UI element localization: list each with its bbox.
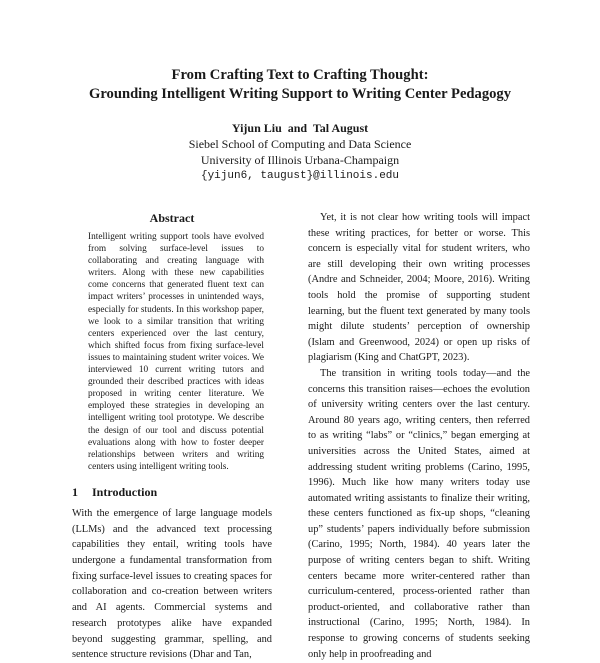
section-title: Introduction — [92, 484, 158, 499]
paper-title — [40, 66, 560, 104]
section-heading-introduction — [72, 484, 272, 500]
title-line-2: Grounding Intelligent Writing Support to Writing Center Pedagogy — [88, 86, 512, 102]
introduction-paragraph-1: With the emergence of large language models (LLMs) and the advanced text processing capabilities they entail, writing tools have undergone a fundamental transformation from fixing surface-level issues to creating spaces for collaboration and co-creation between writers and AI agents. Commercial systems and research prototypes alike have expanded beyond suggesting grammar, spelling, and sentence structure revisions (Dhar and Tan, — [72, 507, 272, 661]
author-block — [40, 120, 560, 184]
affiliation-line-1: Siebel School of Computing and Data Science — [188, 137, 412, 151]
affiliation-line-2: University of Illinois Urbana-Champaign — [200, 153, 400, 167]
abstract-heading: Abstract — [149, 211, 195, 225]
right-column — [308, 210, 530, 662]
title-line-1: From Crafting Text to Crafting Thought: — [171, 67, 429, 83]
left-column — [72, 210, 272, 663]
author-names: Yijun Liu and Tal August — [231, 121, 369, 135]
section-number: 1 — [72, 484, 78, 499]
right-paragraph-2: The transition in writing tools today—and the concerns this transition raises—echoes the evolution of university writing centers over the last century. Around 80 years ago, writing centers, then referred to as writing “labs” or “clinics,” began emerging at universities across the United States, aimed at addressing student writing problems (Carino, 1995, 1996). Much like how many writers today use automated writing assistants to finalize their writing, these centers functioned as fix-up shops, “cleaning up” students’ papers individually before submission (Carino, 1995; North, 1984). 40 years later the purpose of writing centers began to shift. Writing centers became more writer-centered rather than curriculum-centered, process-oriented rather than product-oriented, and collaborative rather than instructional (Carino, 1995; North, 1984). In response to growing concerns of students seeking only help in proofreading and — [308, 367, 530, 660]
right-paragraph-1: Yet, it is not clear how writing tools will impact these writing practices, for better or worse. This concern is especially vital for student writers, who are still developing their own writing processes (Andre and Schneider, 2004; Moore, 2016). Writing tools hold the promise of supporting student learning, but the fluent text generated by many tools might dilute students’ perception of ownership (Islam and Greenwood, 2024) or open up risks of plagiarism (King and ChatGPT, 2023). — [308, 212, 530, 364]
author-email: {yijun6, taugust}@illinois.edu — [200, 170, 400, 182]
abstract-text: Intelligent writing support tools have evolved from solving surface-level issues to collaborating and creating language with writers. Along with these new capabilities come concerns that generated fluent text can impact writers’ processes in unintended ways, especially for students. In this workshop paper, we look to a similar transition that writing centers experienced over the last century, which shifted focus from fixing surface-level issues to maintaining student writer voices. We interviewed 10 current writing tutors and grounded their described practices with ideas proposed in writing center literature. We employed these strategies in developing an intelligent writing tool prototype. We describe the design of our tool and discuss potential evaluations along with how to foster deeper relationships between writers and writing centers using intelligent writing tools. — [88, 232, 264, 472]
